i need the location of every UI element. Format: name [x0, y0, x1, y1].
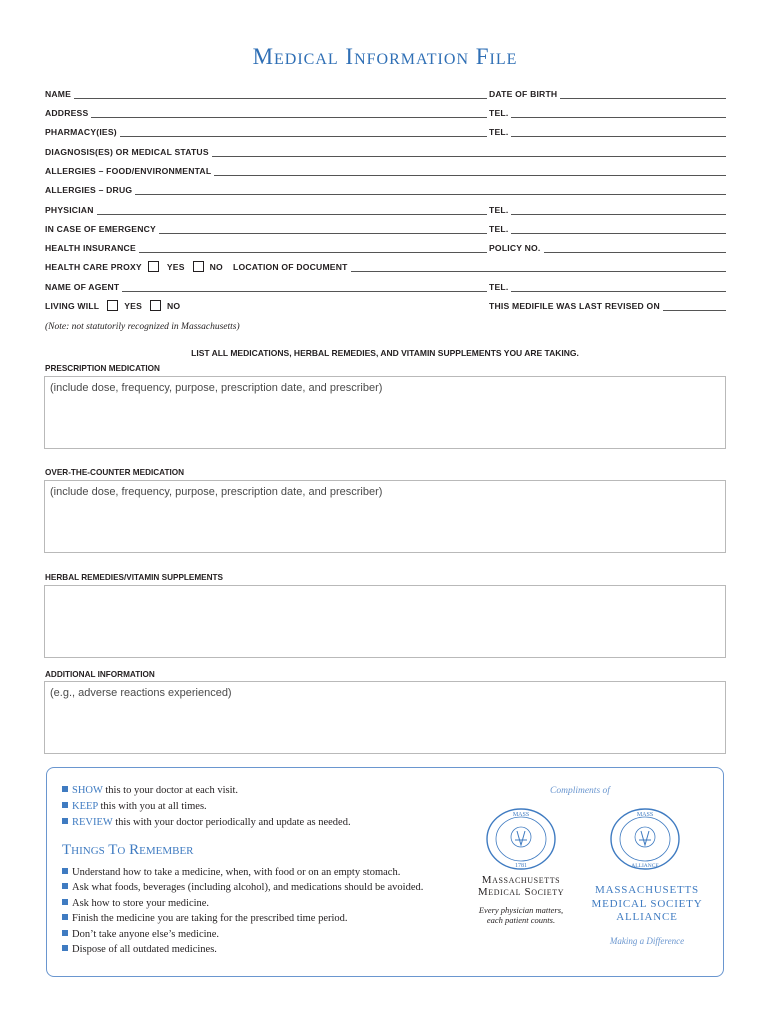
mms-tag1: Every physician matters,	[478, 905, 564, 915]
tel-line[interactable]	[511, 225, 726, 234]
physician-tel-field[interactable]	[489, 203, 726, 215]
mmsa-line1: MASSACHUSETTS	[595, 884, 699, 896]
row-physician	[45, 203, 726, 217]
things-item	[62, 913, 348, 924]
location-line[interactable]	[351, 263, 726, 272]
bullet-icon	[62, 883, 68, 889]
diagnosis-field[interactable]	[45, 145, 726, 157]
allergies-drug-line[interactable]	[135, 186, 726, 195]
row-insurance	[45, 241, 726, 255]
things-title: Things To Remember	[62, 842, 194, 858]
bullet-icon	[62, 914, 68, 920]
reminder-text: this to your doctor at each visit.	[102, 785, 239, 796]
name-field[interactable]	[45, 87, 487, 99]
reminder-text: this with your doctor periodically and update as needed.	[112, 817, 351, 828]
location-label: LOCATION OF DOCUMENT	[233, 262, 348, 272]
row-pharmacy	[45, 125, 726, 139]
tel-line[interactable]	[511, 206, 726, 215]
tel-label: TEL.	[489, 205, 509, 215]
things-item	[62, 929, 219, 940]
living-will-yes-checkbox[interactable]	[107, 300, 118, 311]
living-will-no-checkbox[interactable]	[150, 300, 161, 311]
row-allergies-food	[45, 164, 726, 178]
allergies-drug-field[interactable]	[45, 183, 726, 195]
things-item	[62, 944, 217, 955]
things-item	[62, 898, 209, 909]
row-agent	[45, 280, 726, 294]
otc-label: OVER-THE-COUNTER MEDICATION	[45, 468, 185, 477]
agent-tel-field[interactable]	[489, 280, 726, 292]
allergies-food-field[interactable]	[45, 164, 726, 176]
proxy-no-checkbox[interactable]	[193, 261, 204, 272]
dob-field[interactable]	[489, 87, 726, 99]
tel-line[interactable]	[511, 283, 726, 292]
address-line[interactable]	[91, 109, 487, 118]
proxy-no-label: NO	[209, 262, 223, 272]
living-will-no-label: NO	[167, 301, 181, 311]
proxy-note: (Note: not statutorily recognized in Massachusetts)	[45, 322, 240, 332]
mms-line1: Massachusetts	[481, 874, 561, 886]
seal-year: 1781	[515, 863, 527, 869]
seal-alliance: ALLIANCE	[631, 863, 659, 869]
proxy-label: HEALTH CARE PROXY	[45, 262, 142, 272]
row-living-will	[45, 299, 726, 313]
allergies-food-line[interactable]	[214, 167, 726, 176]
proxy-yes-label: YES	[166, 262, 185, 272]
tel-label: TEL.	[489, 127, 509, 137]
things-item	[62, 867, 400, 878]
bullet-icon	[62, 802, 68, 808]
tel-label: TEL.	[489, 108, 509, 118]
mms-name	[462, 874, 580, 898]
reminder-keep	[62, 801, 207, 812]
agent-label: NAME OF AGENT	[45, 282, 120, 292]
insurance-field[interactable]	[45, 241, 487, 253]
mms-tagline	[462, 905, 580, 925]
reminder-show	[62, 785, 238, 796]
things-text: Dispose of all outdated medicines.	[72, 944, 217, 955]
seal-text: MASS	[512, 812, 530, 818]
emergency-line[interactable]	[159, 225, 487, 234]
mms-line2: Medical Society	[477, 886, 565, 898]
emergency-label: IN CASE OF EMERGENCY	[45, 224, 156, 234]
allergies-drug-label: ALLERGIES – DRUG	[45, 185, 133, 195]
physician-field[interactable]	[45, 203, 487, 215]
reminder-key: SHOW	[72, 785, 103, 796]
prescription-textarea[interactable]	[44, 376, 726, 449]
agent-line[interactable]	[122, 283, 487, 292]
diagnosis-line[interactable]	[212, 148, 726, 157]
dob-line[interactable]	[560, 90, 726, 99]
dob-label: DATE OF BIRTH	[489, 89, 558, 99]
otc-hint: (include dose, frequency, purpose, prescription date, and prescriber)	[50, 486, 383, 498]
revised-field[interactable]	[489, 299, 726, 311]
physician-line[interactable]	[97, 206, 487, 215]
name-label: NAME	[45, 89, 72, 99]
reminder-text: this with you at all times.	[97, 801, 207, 812]
location-field[interactable]	[233, 260, 726, 272]
pharmacy-line[interactable]	[120, 128, 487, 137]
insurance-line[interactable]	[139, 244, 487, 253]
allergies-food-label: ALLERGIES – FOOD/ENVIRONMENTAL	[45, 166, 212, 176]
pharmacy-label: PHARMACY(IES)	[45, 127, 117, 137]
living-will-label: LIVING WILL	[45, 301, 100, 311]
mmsa-name	[582, 884, 712, 925]
tel-label: TEL.	[489, 224, 509, 234]
mmsa-line3: ALLIANCE	[616, 911, 678, 923]
mmsa-tagline: Making a Difference	[609, 936, 685, 946]
things-text: Ask what foods, beverages (including alcohol), and medications should be avoided.	[72, 882, 424, 893]
things-text: Understand how to take a medicine, when, with food or on an empty stomach.	[72, 867, 401, 878]
address-tel-field[interactable]	[489, 106, 726, 118]
page-title: Medical Information File	[252, 44, 518, 69]
medications-heading: LIST ALL MEDICATIONS, HERBAL REMEDIES, AND VITAMIN SUPPLEMENTS YOU ARE TAKING.	[191, 348, 579, 358]
policy-label: POLICY NO.	[489, 243, 541, 253]
bullet-icon	[62, 899, 68, 905]
tel-line[interactable]	[511, 128, 726, 137]
living-will-yes-label: YES	[124, 301, 143, 311]
agent-field[interactable]	[45, 280, 487, 292]
emergency-tel-field[interactable]	[489, 222, 726, 234]
mmsa-line2: MEDICAL SOCIETY	[591, 897, 703, 910]
reminder-review	[62, 817, 351, 828]
reminder-key: REVIEW	[72, 817, 113, 828]
prescription-label: PRESCRIPTION MEDICATION	[45, 364, 160, 373]
row-proxy	[45, 260, 726, 274]
emergency-field[interactable]	[45, 222, 487, 234]
pharmacy-tel-field[interactable]	[489, 125, 726, 137]
row-diagnosis	[45, 145, 726, 159]
prescription-hint: (include dose, frequency, purpose, prescription date, and prescriber)	[50, 382, 383, 394]
herbal-label: HERBAL REMEDIES/VITAMIN SUPPLEMENTS	[45, 573, 224, 582]
things-text: Finish the medicine you are taking for the prescribed time period.	[72, 913, 348, 924]
row-allergies-drug	[45, 183, 726, 197]
tel-line[interactable]	[511, 109, 726, 118]
things-text: Don’t take anyone else’s medicine.	[72, 929, 220, 940]
policy-field[interactable]	[489, 241, 726, 253]
living-will-group	[45, 299, 245, 311]
diagnosis-label: DIAGNOSIS(ES) OR MEDICAL STATUS	[45, 147, 209, 157]
revised-label: THIS MEDIFILE WAS LAST REVISED ON	[489, 301, 660, 311]
address-label: ADDRESS	[45, 108, 89, 118]
seal-text: MASS	[636, 812, 654, 818]
tel-label: TEL.	[489, 282, 509, 292]
bullet-icon	[62, 930, 68, 936]
additional-textarea[interactable]	[44, 681, 726, 754]
pharmacy-field[interactable]	[45, 125, 487, 137]
address-field[interactable]	[45, 106, 487, 118]
mms-tag2: each patient counts.	[486, 915, 556, 925]
things-text: Ask how to store your medicine.	[72, 898, 210, 909]
bullet-icon	[62, 818, 68, 824]
additional-hint: (e.g., adverse reactions experienced)	[50, 687, 232, 699]
compliments-text: Compliments of	[550, 786, 610, 796]
physician-label: PHYSICIAN	[45, 205, 94, 215]
proxy-yes-checkbox[interactable]	[148, 261, 159, 272]
revised-line[interactable]	[663, 302, 726, 311]
insurance-label: HEALTH INSURANCE	[45, 243, 136, 253]
proxy-group	[45, 260, 235, 272]
bullet-icon	[62, 786, 68, 792]
reminder-key: KEEP	[72, 801, 98, 812]
herbal-textarea[interactable]	[44, 585, 726, 658]
bullet-icon	[62, 868, 68, 874]
row-emergency	[45, 222, 726, 236]
mmsa-seal-icon	[608, 807, 682, 871]
name-line[interactable]	[74, 90, 487, 99]
row-address	[45, 106, 726, 120]
additional-label: ADDITIONAL INFORMATION	[45, 670, 155, 679]
things-item	[62, 882, 423, 893]
bullet-icon	[62, 945, 68, 951]
otc-textarea[interactable]	[44, 480, 726, 553]
mms-seal-icon	[484, 807, 558, 871]
policy-line[interactable]	[544, 244, 726, 253]
row-name	[45, 87, 726, 101]
